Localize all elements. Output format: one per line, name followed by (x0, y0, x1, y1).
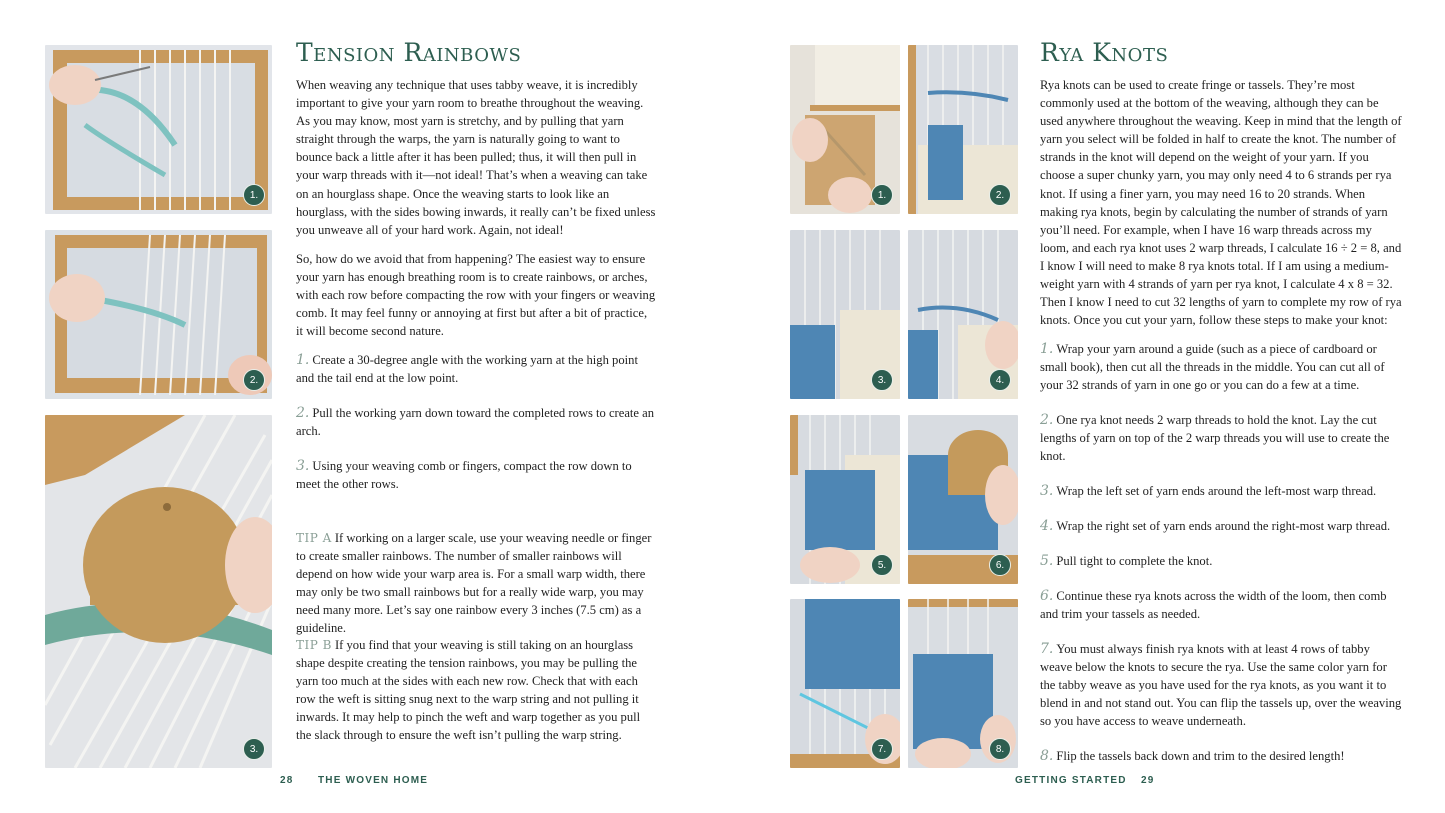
step-item (1040, 517, 1402, 535)
step-item (296, 351, 656, 387)
comb-photo-image (45, 415, 272, 768)
tip-label: TIP B (296, 638, 332, 652)
loom-photo-image (45, 230, 272, 399)
step-badge: 3. (871, 369, 893, 391)
footer-page-number: 29 (1141, 775, 1155, 786)
step-text: Wrap the left set of yarn ends around the left-most warp thread. (1056, 484, 1377, 498)
step-item (1040, 482, 1402, 500)
step-badge: 2. (243, 369, 265, 391)
step-badge: 8. (989, 738, 1011, 760)
step-number: 2. (1040, 412, 1054, 428)
step-number: 8. (1040, 748, 1054, 764)
tip-text: If you find that your weaving is still taking on an hourglass shape despite creating the tension rainbows, you may be pulling the yarn too much at the sides with each new row. Check that with each row the weft is sitting snug next to the warp string and not pulling it inwards. It may help to pinch the weft and warp together as you pull the slack through to ensure the weft isn’t pulling the warp string. (296, 638, 641, 743)
rya-intro-paragraph: Rya knots can be used to create fringe or tassels. They’re most commonly used at the bottom of the weaving, although they can be used anywhere throughout the weaving. Keep in mind that the length of yarn you select will be folded in half to create the knot. The number of strands in the knot will depend on the weight of your yarn. If you choose a super chunky yarn, you may only need 4 to 6 strands per rya knot. If using a finer yarn, you may need 16 to 20 strands. When making rya knots, begin by calculating the number of strands of yarn you’ll need. For example, when I have 16 warp threads across my loom, and each rya knot uses 2 warp threads, I calculate 16 ÷ 2 = 8, and I know I will need to make 8 rya knots total. If I am using a medium-weight yarn with 4 strands of yarn per rya knot, I calculate 4 x 8 = 32. Then I know I need to cut 32 lengths of yarn to complete my row of rya knots. Once you cut your yarn, follow these steps to make your knot: (1040, 78, 1402, 328)
step-text: Pull tight to complete the knot. (1056, 554, 1213, 568)
photo-rya-step-4 (908, 230, 1018, 399)
photo-step-1-rainbow (45, 45, 272, 214)
step-badge: 6. (989, 554, 1011, 576)
intro-paragraph-1: When weaving any technique that uses tabby weave, it is incredibly important to give your yarn room to breathe throughout the weaving. As you may know, most yarn is stretchy, and by pulling that yarn straight through the warps, the yarn is naturally going to want to bounce back a little after it has been pulled; thus, it will then pull in your warp threads with it—not ideal! That’s when a weaving can take on an hourglass shape. Once the weaving starts to look like an hourglass, with the sides bowing inwards, it really can’t be fixed unless you unweave all of your hard work. Again, not ideal! (296, 78, 656, 237)
step-number: 3. (1040, 483, 1054, 499)
photo-rya-step-2 (908, 45, 1018, 214)
step-text: Using your weaving comb or fingers, compact the row down to meet the other rows. (296, 459, 632, 492)
step-text: Create a 30-degree angle with the working yarn at the high point and the tail end at the low point. (296, 353, 638, 386)
step-text: Pull the working yarn down toward the completed rows to create an arch. (296, 406, 655, 439)
loom-photo-image (45, 45, 272, 214)
step-text: Continue these rya knots across the width of the loom, then comb and trim your tassels as needed. (1040, 589, 1387, 622)
step-number: 1. (1040, 341, 1054, 357)
step-text: Flip the tassels back down and trim to the desired length! (1056, 749, 1345, 763)
step-item (1040, 340, 1402, 394)
left-page (0, 0, 722, 813)
photo-step-2-arch (45, 230, 272, 399)
section-title-tension-rainbows: Tension Rainbows (296, 38, 522, 67)
step-item (1040, 587, 1402, 623)
step-badge: 1. (871, 184, 893, 206)
section-title-rya-knots: Rya Knots (1040, 38, 1169, 67)
step-badge: 7. (871, 738, 893, 760)
step-item (1040, 552, 1402, 570)
step-number: 1. (296, 352, 310, 368)
tip-label: TIP A (296, 531, 332, 545)
step-item (1040, 411, 1402, 465)
step-item (296, 404, 656, 440)
step-number: 3. (296, 458, 310, 474)
step-badge: 4. (989, 369, 1011, 391)
photo-rya-step-8 (908, 599, 1018, 768)
step-number: 7. (1040, 641, 1054, 657)
step-text: Wrap your yarn around a guide (such as a piece of cardboard or small book), then cut all the threads in the middle. You can cut all of your 32 strands of yarn in one go or you can do a few at a time. (1040, 342, 1385, 393)
step-text: You must always finish rya knots with at least 4 rows of tabby weave below the knots to secure the rya. Use the same color yarn for the tabby weave as you have used for the rya knots, as you want it to blend in and not stand out. You can flip the tassels up, over the weaving so you have access to weave underneath. (1040, 642, 1402, 729)
tip-a (296, 529, 656, 638)
tip-b (296, 636, 656, 745)
right-page (722, 0, 1445, 813)
step-text: Wrap the right set of yarn ends around the right-most warp thread. (1056, 519, 1391, 533)
tip-text: If working on a larger scale, use your weaving needle or finger to create smaller rainbows. The number of smaller rainbows will depend on how wide your warp area is. For a small warp width, there may only be two small rainbows but for a really wide warp, you may need many more. Let’s say one rainbow every 3 inches (7.5 cm) as a guideline. (296, 531, 652, 636)
footer-section-title: GETTING STARTED (1015, 775, 1127, 786)
step-badge: 1. (243, 184, 265, 206)
step-item (296, 457, 656, 493)
step-item (1040, 747, 1402, 765)
photo-rya-step-1 (790, 45, 900, 214)
step-item (1040, 640, 1402, 730)
photo-rya-step-3 (790, 230, 900, 399)
photo-rya-step-7 (790, 599, 900, 768)
step-badge: 5. (871, 554, 893, 576)
intro-paragraph (296, 76, 656, 239)
photo-rya-step-5 (790, 415, 900, 584)
second-paragraph (296, 250, 656, 340)
footer-page-number: 28 (280, 775, 294, 786)
photo-step-3-comb (45, 415, 272, 768)
step-text: One rya knot needs 2 warp threads to hold the knot. Lay the cut lengths of yarn on top of the 2 warp threads you will use to create the knot. (1040, 413, 1390, 464)
step-number: 4. (1040, 518, 1054, 534)
photo-rya-step-6 (908, 415, 1018, 584)
step-number: 6. (1040, 588, 1054, 604)
intro-paragraph-2: So, how do we avoid that from happening? The easiest way to ensure your yarn has enough breathing room is to create rainbows, or arches, with each row before compacting the row with your fingers or weaving comb. It may feel funny or annoying at first but after a bit of practice, it will become second nature. (296, 252, 656, 339)
step-number: 2. (296, 405, 310, 421)
step-badge: 3. (243, 738, 265, 760)
step-badge: 2. (989, 184, 1011, 206)
footer-book-title: THE WOVEN HOME (318, 775, 429, 786)
step-number: 5. (1040, 553, 1054, 569)
